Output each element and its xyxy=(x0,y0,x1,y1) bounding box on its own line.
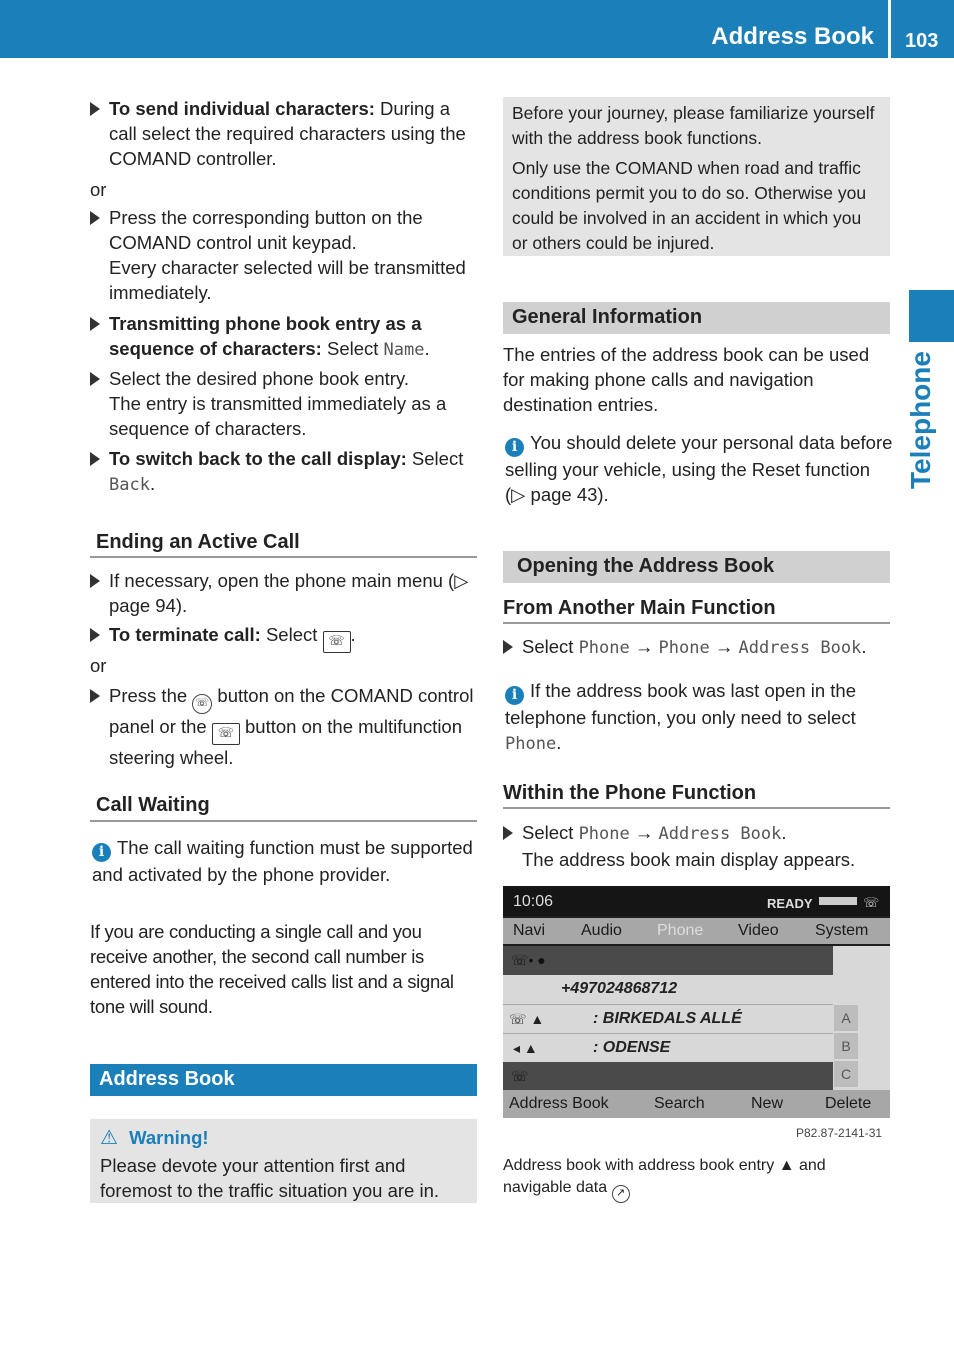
navigable-data-icon: ◂ ▲ xyxy=(513,1040,538,1056)
comand-screen-image: 10:06 READY ☏ Navi Audio Phone Video System ☏• ● +497024868712 ☏ ▲ : BIRKEDALS ALLÉ ◂ ▲ : ODENSE ☏ A B C Address Book Search New Delete xyxy=(503,886,890,1118)
bullet-arrow-icon xyxy=(503,826,513,840)
safety-note-p2: Only use the COMAND when road and traffic conditions permit you to do so. Otherwise you could be involved in an accident in which you or others could be injured. xyxy=(512,158,867,253)
screen-list-row: ◂ ▲ : ODENSE xyxy=(503,1033,833,1062)
section-rule xyxy=(90,556,477,558)
screen-list-row: ☏ ▲ : BIRKEDALS ALLÉ xyxy=(503,1004,833,1033)
list-item: Select Phone → Address Book. The address book main display appears. xyxy=(503,820,893,872)
info-icon: i xyxy=(92,843,111,862)
list-item: To send individual characters: During a call select the required characters using the COMAND controller. xyxy=(90,96,478,171)
phone-entry-icon: ☏ xyxy=(511,1068,529,1084)
warning-triangle-icon: ⚠ xyxy=(100,1127,118,1149)
side-tab-marker xyxy=(909,290,954,342)
image-code: P82.87-2141-31 xyxy=(796,1126,883,1140)
section-rule xyxy=(503,622,890,624)
page-header xyxy=(0,0,954,58)
screen-main-menu: Navi Audio Phone Video System xyxy=(503,918,890,944)
signal-strength-icon xyxy=(819,897,857,905)
list-item: Transmitting phone book entry as a sequence of characters: Select Name. xyxy=(90,311,478,363)
hang-up-phone-icon: ☏ xyxy=(323,631,351,653)
section-heading-call-waiting: Call Waiting xyxy=(96,794,210,816)
warning-box xyxy=(90,1119,477,1203)
bullet-arrow-icon xyxy=(90,689,100,703)
info-icon: i xyxy=(505,438,524,457)
image-caption: Address book with address book entry ▲ and navigable data ↗ xyxy=(503,1155,893,1203)
section-heading-ending-call: Ending an Active Call xyxy=(96,531,300,553)
or-text: or xyxy=(90,655,107,676)
info-note: i The call waiting function must be supported and activated by the phone provider. xyxy=(92,837,473,885)
info-note: i You should delete your personal data before selling your vehicle, using the Reset function (▷ page 43). xyxy=(505,432,893,505)
bullet-arrow-icon xyxy=(90,317,100,331)
bullet-arrow-icon xyxy=(90,102,100,116)
phone-entry-icon: ☏• ● xyxy=(511,952,546,968)
bullet-arrow-icon xyxy=(90,211,100,225)
bullet-arrow-icon xyxy=(90,574,100,588)
section-rule xyxy=(90,820,477,822)
list-item: Press the ☏ button on the COMAND control panel or the ☏ button on the multifunction steering wheel. xyxy=(90,683,478,771)
safety-note-box xyxy=(503,97,890,256)
compass-icon: ↗ xyxy=(612,1185,630,1203)
list-item: Select the desired phone book entry. The entry is transmitted immediately as a sequence of characters. xyxy=(90,366,478,441)
list-item: To switch back to the call display: Select Back. xyxy=(90,446,478,498)
bullet-arrow-icon xyxy=(90,372,100,386)
safety-note-p1: Before your journey, please familiarize yourself with the address book functions. xyxy=(512,103,875,148)
phone-status-icon: ☏ xyxy=(863,895,880,910)
address-entry-icon: ☏ ▲ xyxy=(509,1011,545,1027)
section-heading-within: Within the Phone Function xyxy=(503,782,757,804)
page-number: 103 xyxy=(905,30,939,52)
warning-heading: ⚠ Warning! xyxy=(100,1127,209,1149)
paragraph: The entries of the address book can be used for making phone calls and navigation destination entries. xyxy=(503,344,870,415)
screen-list-row xyxy=(503,946,833,975)
screen-status-bar: 10:06 READY ☏ xyxy=(503,886,890,916)
person-entry-icon: ▲ xyxy=(778,1157,795,1174)
list-item: To terminate call: Select ☏ . xyxy=(90,622,478,653)
bullet-arrow-icon xyxy=(503,640,513,654)
bullet-arrow-icon xyxy=(90,628,100,642)
or-text: or xyxy=(90,179,107,200)
section-band-opening: Opening the Address Book xyxy=(503,551,890,583)
info-icon: i xyxy=(505,686,524,705)
section-band-address-book: Address Book xyxy=(90,1064,477,1096)
screen-bottom-menu: Address Book Search New Delete xyxy=(503,1090,890,1118)
bullet-arrow-icon xyxy=(90,452,100,466)
list-item: Select Phone → Phone → Address Book. xyxy=(503,634,893,661)
list-item: If necessary, open the phone main menu (▷ page 94). xyxy=(90,568,478,618)
header-divider xyxy=(888,0,891,58)
screen-list-row: +497024868712 xyxy=(503,975,833,1004)
section-rule xyxy=(503,807,890,809)
end-call-button-icon: ☏ xyxy=(192,694,212,714)
list-item: Press the corresponding button on the COMAND control unit keypad. Every character selected will be transmitted immediately. xyxy=(90,205,478,305)
warning-text: Please devote your attention first and foremost to the traffic situation you are in. xyxy=(100,1155,439,1201)
section-heading-from-another: From Another Main Function xyxy=(503,597,776,619)
paragraph: If you are conducting a single call and you receive another, the second call number is entered into the received calls list and a signal tone will sound. xyxy=(90,921,454,1017)
header-title: Address Book xyxy=(711,23,874,50)
screen-list-row xyxy=(503,1062,833,1091)
section-band-general: General Information xyxy=(503,302,890,334)
hang-up-phone-icon: ☏ xyxy=(212,723,240,745)
info-note: i If the address book was last open in the telephone function, you only need to select Phone. xyxy=(505,680,857,754)
